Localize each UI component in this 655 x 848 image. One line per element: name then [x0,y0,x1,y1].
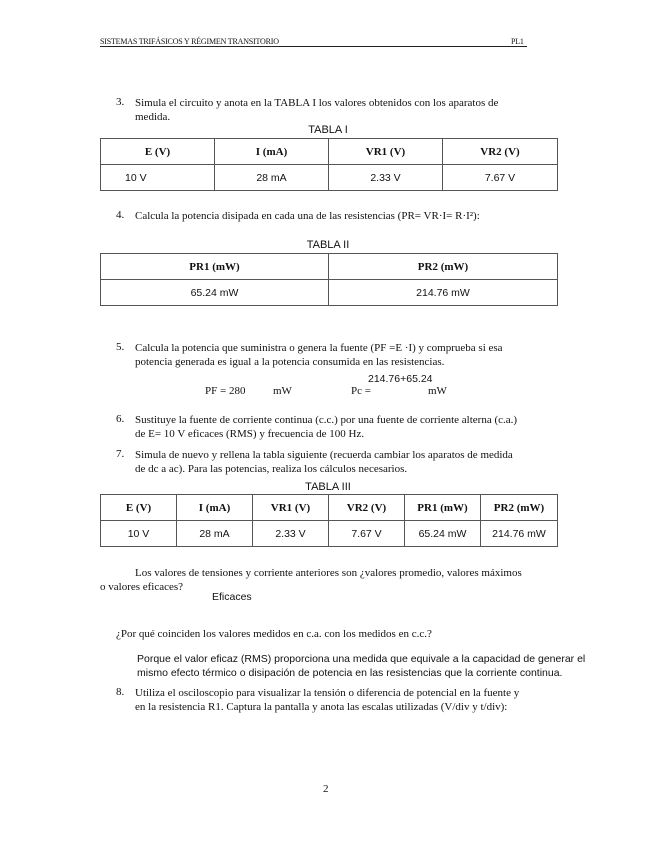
table-1-header-vr1: VR1 (V) [329,139,443,165]
item-7-text: Simula de nuevo y rellena la tabla siguiente (recuerda cambiar los aparatos de medida de dc a ac). Para las potencias, realiza los cálculos necesarios. [135,449,513,475]
table-2-value-row [101,280,558,306]
item-3-number: 3. [116,96,125,108]
table-2-value-pr1: 65.24 mW [101,280,329,306]
question-1-line-1: Los valores de tensiones y corriente anteriores son ¿valores promedio, valores máximos [135,567,522,579]
table-1-header-vr2: VR2 (V) [443,139,558,165]
pf-label: PF = 280 [205,385,246,397]
table-3-header-pr2: PR2 (mW) [481,495,558,521]
header-rule [100,46,527,47]
pc-sum: 214.76+65.24 [368,373,433,385]
table-2-header-pr2: PR2 (mW) [329,254,558,280]
table-1-value-vr1: 2.33 V [329,165,443,191]
table-2-value-pr2: 214.76 mW [329,280,558,306]
question-2-answer: Porque el valor eficaz (RMS) proporciona una medida que equivale a la capacidad de generar el mismo efecto térmico o disipación de potencia en las resistencias que la corriente continua. [137,653,586,679]
table-2-caption: TABLA II [306,239,350,251]
table-3-value-vr2: 7.67 V [329,521,405,547]
table-3-value-pr1: 65.24 mW [405,521,481,547]
item-8-text: Utiliza el osciloscopio para visualizar la tensión o diferencia de potencial en la fuente y en la resistencia R1. Captura la pantalla y anota las escalas utilizadas (V/div y t/div): [135,687,520,713]
table-1-value-i: 28 mA [215,165,329,191]
table-3-caption: TABLA III [305,481,351,493]
table-1 [100,138,558,191]
table-1-header-e: E (V) [101,139,215,165]
table-1-value-row [101,165,558,191]
item-7-number: 7. [116,448,125,460]
item-4-number: 4. [116,209,125,221]
item-3-text: Simula el circuito y anota en la TABLA I los valores obtenidos con los aparatos de medida. [135,97,499,123]
table-1-header-i: I (mA) [215,139,329,165]
table-2-header-pr1: PR1 (mW) [101,254,329,280]
item-6-text: Sustituye la fuente de corriente continua (c.c.) por una fuente de corriente alterna (c.a.) de E= 10 V eficaces (RMS) y frecuencia de 100 Hz. [135,414,518,440]
pc-unit: mW [428,385,447,397]
table-1-caption: TABLA I [308,124,348,136]
table-3-value-e: 10 V [101,521,177,547]
table-3-header-row [101,495,558,521]
table-3-value-vr1: 2.33 V [253,521,329,547]
page-number: 2 [323,783,329,795]
table-3-header-e: E (V) [101,495,177,521]
pf-unit: mW [273,385,292,397]
table-3-value-pr2: 214.76 mW [481,521,558,547]
table-1-value-e: 10 V [101,165,215,191]
table-3-header-pr1: PR1 (mW) [405,495,481,521]
table-2-header-row [101,254,558,280]
question-1-line-2: o valores eficaces? [100,581,184,593]
table-2 [100,253,558,306]
item-5-text: Calcula la potencia que suministra o genera la fuente (PF =E ·I) y comprueba si esa potencia generada es igual a la potencia consumida en las resistencias. [135,342,503,368]
table-3-header-vr2: VR2 (V) [329,495,405,521]
pc-label: Pc = [351,385,371,397]
running-header-title: SISTEMAS TRIFÁSICOS Y RÉGIMEN TRANSITORIO [100,37,279,46]
table-3-value-row [101,521,558,547]
question-2-text: ¿Por qué coinciden los valores medidos en c.a. con los medidos en c.c.? [116,628,432,640]
item-4-text: Calcula la potencia disipada en cada una de las resistencias (PR= VR·I= R·I²): [135,210,480,222]
item-6-number: 6. [116,413,125,425]
table-3-value-i: 28 mA [177,521,253,547]
item-5-number: 5. [116,341,125,353]
item-8-number: 8. [116,686,125,698]
table-3-header-i: I (mA) [177,495,253,521]
table-1-value-vr2: 7.67 V [443,165,558,191]
table-3-header-vr1: VR1 (V) [253,495,329,521]
question-1-answer: Eficaces [212,591,252,603]
table-1-header-row [101,139,558,165]
running-header-code: PL1 [511,37,524,46]
table-3 [100,494,558,547]
